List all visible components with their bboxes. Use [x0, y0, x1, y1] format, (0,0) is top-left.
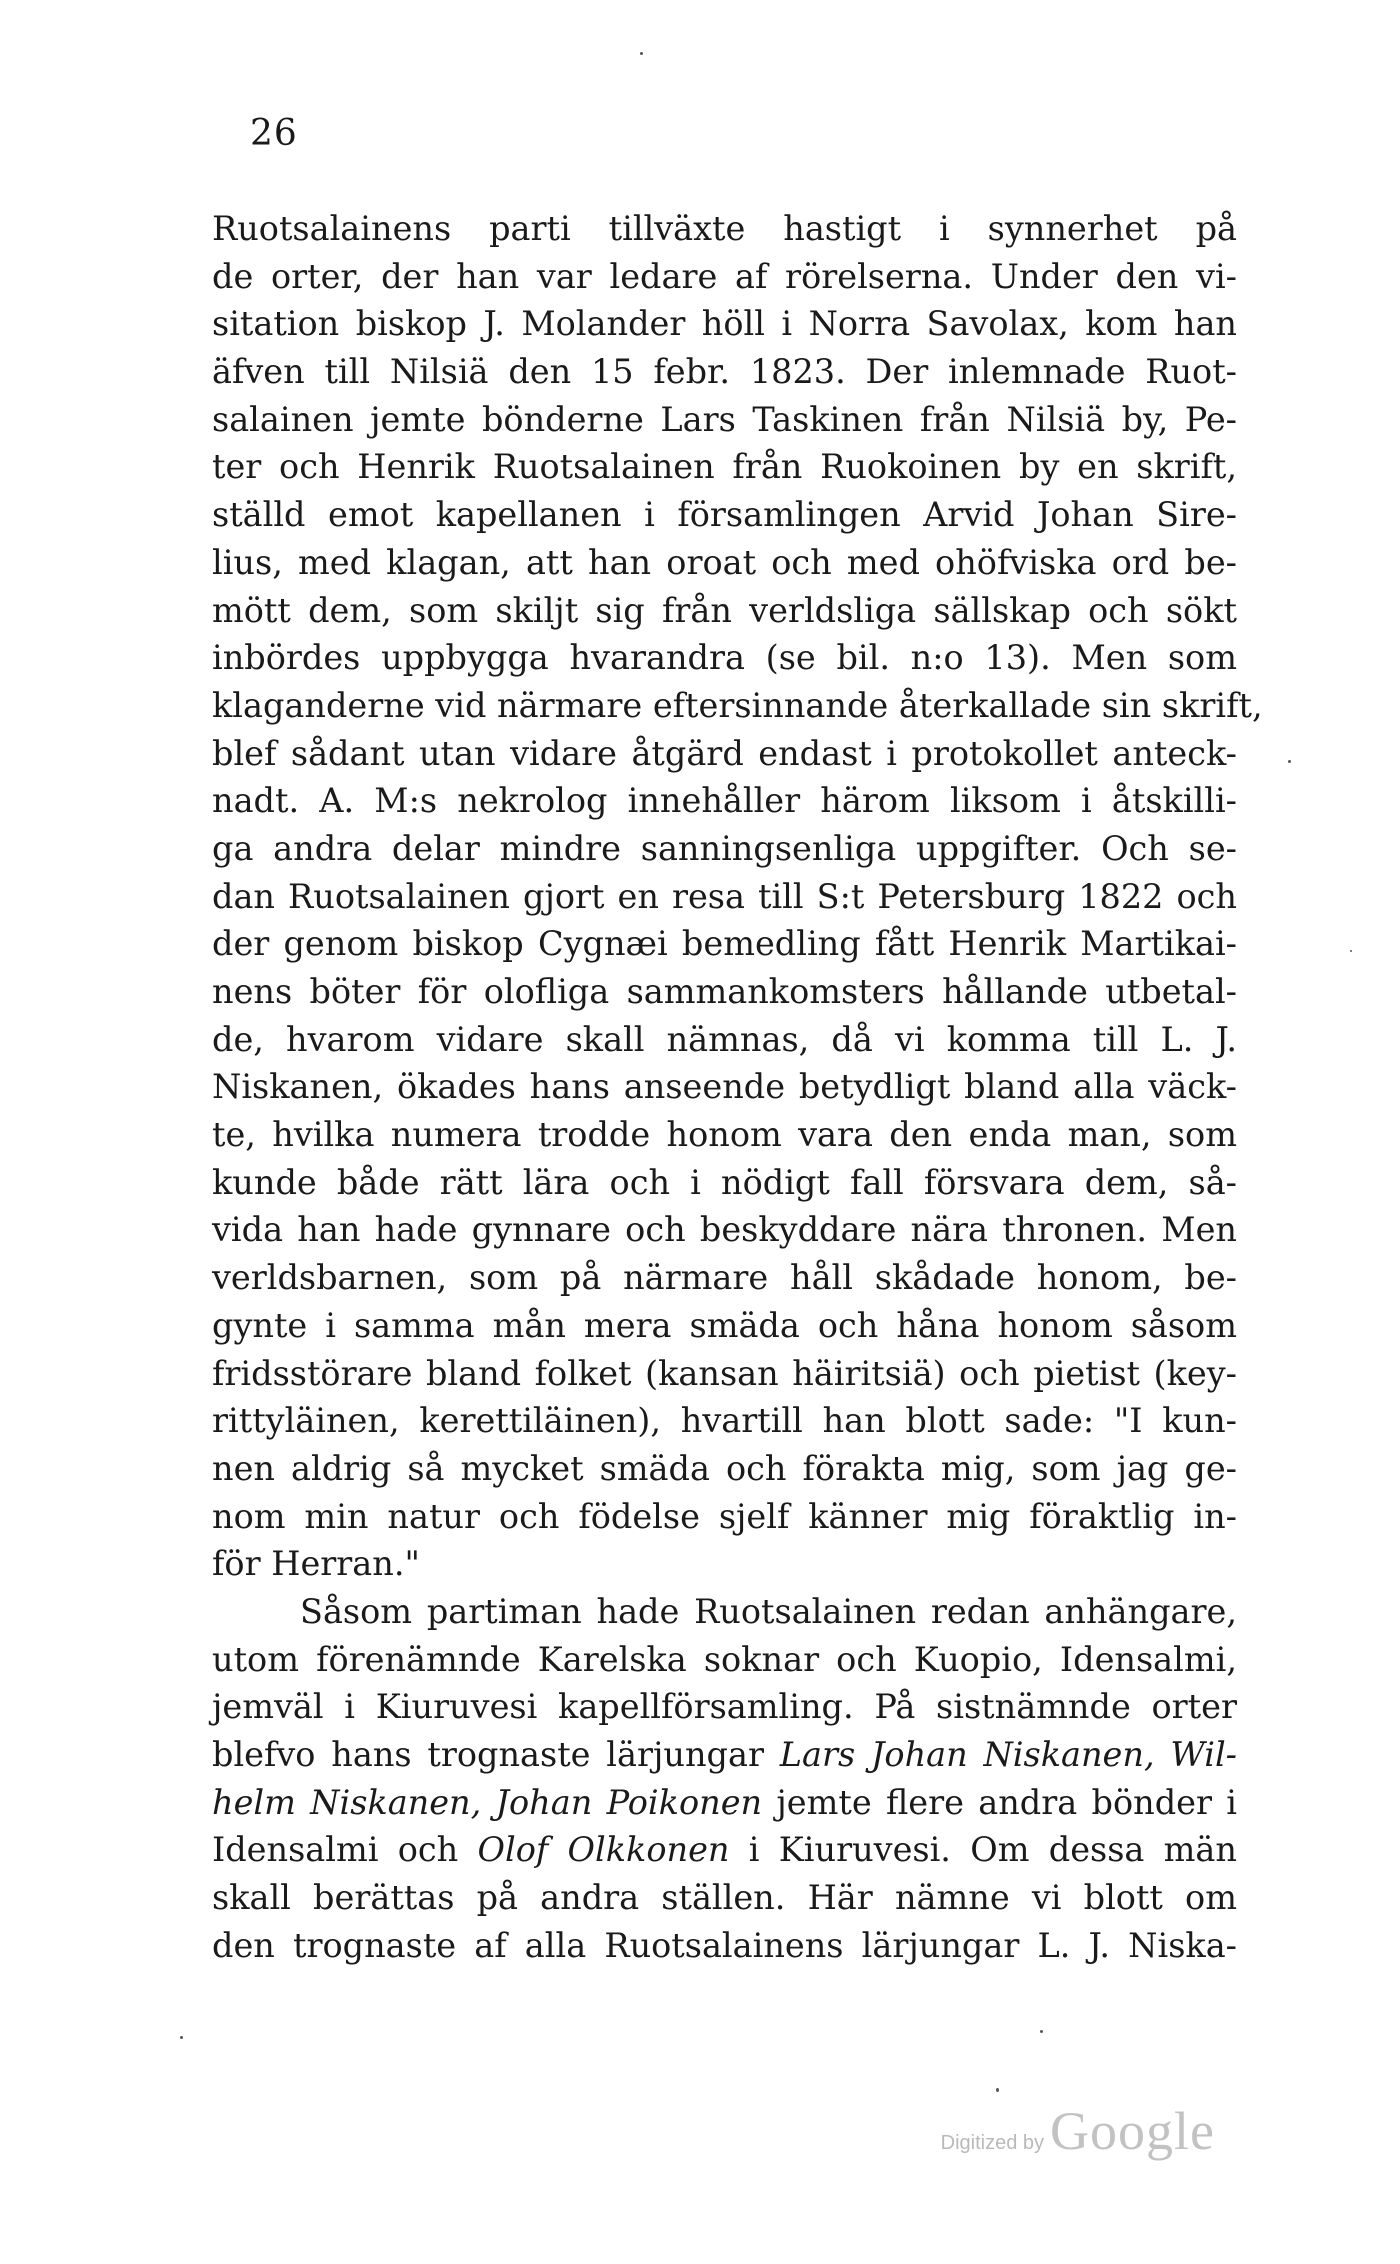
text-line: mött dem, som skiljt sig från verldsliga sällskap och sökt	[212, 590, 1237, 630]
scan-speck	[1350, 950, 1352, 952]
body-text	[212, 205, 1263, 1969]
text-line: utom förenämnde Karelska soknar och Kuopio, Idensalmi,	[212, 1639, 1237, 1679]
scan-speck	[1040, 2030, 1043, 2033]
text-line: rittyläinen, kerettiläinen), hvartill han blott sade: "I kun-	[212, 1401, 1237, 1441]
text-line: kunde både rätt lära och i nödigt fall försvara dem, så-	[212, 1162, 1237, 1202]
text-line: blef sådant utan vidare åtgärd endast i protokollet anteck-	[212, 733, 1237, 773]
text-line: nom min natur och födelse sjelf känner mig föraktlig in-	[212, 1496, 1237, 1536]
watermark-prefix: Digitized by	[940, 2132, 1045, 2154]
text-line: ter och Henrik Ruotsalainen från Ruokoinen by en skrift,	[212, 447, 1237, 487]
text-line: dan Ruotsalainen gjort en resa till S:t Petersburg 1822 och	[212, 876, 1237, 916]
scan-speck	[1288, 760, 1291, 763]
text-run: i Kiuruvesi. Om dessa män	[729, 1830, 1237, 1870]
text-line: nadt. A. M:s nekrolog innehåller härom liksom i åtskilli-	[212, 781, 1237, 821]
text-line: inbördes uppbygga hvarandra (se bil. n:o 13). Men som	[212, 638, 1237, 678]
text-line: sitation biskop J. Molander höll i Norra Savolax, kom han	[212, 304, 1237, 344]
text-line: gynte i samma mån mera smäda och håna honom såsom	[212, 1305, 1237, 1345]
text-line: nens böter för olofliga sammankomsters hållande utbetal-	[212, 972, 1237, 1011]
text-line: ställd emot kapellanen i församlingen Arvid Johan Sire-	[212, 495, 1237, 535]
text-line: der genom biskop Cygnæi bemedling fått Henrik Martikai-	[212, 924, 1237, 964]
text-line: ga andra delar mindre sanningsenliga uppgifter. Och se-	[212, 828, 1237, 868]
text-line: Niskanen, ökades hans anseende betydligt bland alla väck-	[212, 1067, 1237, 1107]
scan-speck	[996, 2088, 999, 2092]
digitized-watermark	[941, 2100, 1215, 2162]
text-line: klaganderne vid närmare eftersinnande återkallade sin skrift,	[212, 685, 1263, 725]
scan-speck	[180, 2036, 183, 2039]
text-line: jemväl i Kiuruvesi kapellförsamling. På sistnämnde orter	[212, 1687, 1237, 1727]
italic-name: Olof Olkkonen	[477, 1830, 730, 1870]
text-line	[212, 1779, 1237, 1827]
page-number: 26	[250, 113, 298, 154]
text-line: skall berättas på andra ställen. Här nämne vi blott om	[212, 1878, 1237, 1918]
paragraph-start-line: Såsom partiman hade Ruotsalainen redan anhängare,	[300, 1591, 1237, 1631]
text-line: nen aldrig så mycket smäda och förakta mig, som jag ge-	[212, 1448, 1237, 1488]
text-line: Ruotsalainens parti tillväxte hastigt i synnerhet på	[212, 209, 1237, 248]
italic-name: helm Niskanen, Johan Poikonen	[212, 1782, 763, 1822]
text-run: blefvo hans trognaste lärjungar	[212, 1735, 780, 1774]
text-line	[212, 1731, 1237, 1779]
text-line: för Herran."	[212, 1544, 420, 1584]
google-logo: Google	[1050, 2101, 1215, 2161]
text-line: salainen jemte bönderne Lars Taskinen från Nilsiä by, Pe-	[212, 399, 1237, 439]
text-line: fridsstörare bland folket (kansan häiritsiä) och pietist (key-	[212, 1353, 1237, 1393]
text-line: te, hvilka numera trodde honom vara den enda man, som	[212, 1115, 1237, 1155]
text-line: den trognaste af alla Ruotsalainens lärjungar L. J. Niska-	[212, 1925, 1237, 1965]
text-run: Idensalmi och	[212, 1830, 478, 1870]
text-line: verldsbarnen, som på närmare håll skådade honom, be-	[212, 1258, 1237, 1298]
italic-name: Lars Johan Niskanen, Wil-	[779, 1735, 1237, 1774]
text-line: de, hvarom vidare skall nämnas, då vi komma till L. J.	[212, 1019, 1237, 1059]
text-line: äfven till Nilsiä den 15 febr. 1823. Der inlemnade Ruot-	[212, 352, 1237, 392]
text-line: vida han hade gynnare och beskyddare nära thronen. Men	[212, 1210, 1237, 1250]
text-line: lius, med klagan, att han oroat och med ohöfviska ord be-	[212, 542, 1237, 582]
text-line: de orter, der han var ledare af rörelserna. Under den vi-	[212, 256, 1237, 296]
text-line	[212, 1826, 1237, 1874]
text-run: jemte flere andra bönder i	[762, 1782, 1237, 1822]
scan-speck	[640, 52, 643, 55]
